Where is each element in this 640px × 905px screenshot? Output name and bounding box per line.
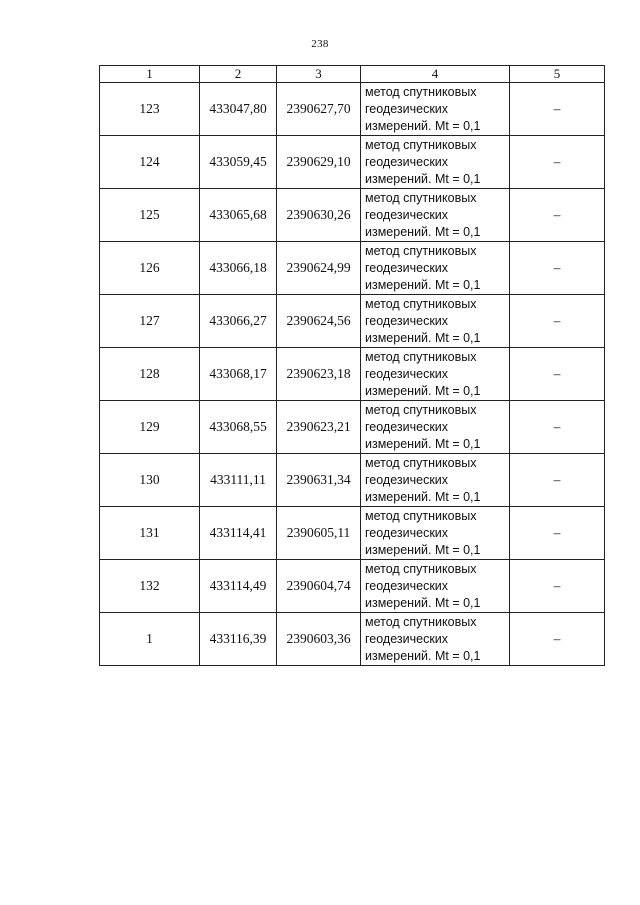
- point-number-cell: 131: [100, 507, 200, 560]
- table-row: [100, 83, 605, 136]
- table-row: [100, 454, 605, 507]
- method-line: геодезических: [365, 631, 449, 646]
- x-coordinate-cell: 433114,49: [200, 560, 277, 613]
- method-line: измерений. Mt = 0,1: [365, 489, 481, 504]
- y-coordinate-cell: 2390630,26: [277, 189, 361, 242]
- method-line: метод спутниковых: [365, 402, 477, 417]
- y-coordinate-cell: 2390603,36: [277, 613, 361, 666]
- point-number-cell: 125: [100, 189, 200, 242]
- method-line: геодезических: [365, 419, 449, 434]
- method-cell: [361, 189, 510, 242]
- note-cell: –: [510, 295, 605, 348]
- method-line: геодезических: [365, 207, 449, 222]
- method-cell: [361, 242, 510, 295]
- y-coordinate-cell: 2390624,99: [277, 242, 361, 295]
- y-coordinate-cell: 2390627,70: [277, 83, 361, 136]
- y-coordinate-cell: 2390623,18: [277, 348, 361, 401]
- method-line: геодезических: [365, 154, 449, 169]
- method-cell: [361, 454, 510, 507]
- note-cell: –: [510, 189, 605, 242]
- point-number-cell: 130: [100, 454, 200, 507]
- x-coordinate-cell: 433068,55: [200, 401, 277, 454]
- method-line: метод спутниковых: [365, 243, 477, 258]
- x-coordinate-cell: 433116,39: [200, 613, 277, 666]
- method-line: измерений. Mt = 0,1: [365, 436, 481, 451]
- note-cell: –: [510, 83, 605, 136]
- method-line: геодезических: [365, 101, 449, 116]
- note-cell: –: [510, 242, 605, 295]
- x-coordinate-cell: 433111,11: [200, 454, 277, 507]
- point-number-cell: 126: [100, 242, 200, 295]
- method-line: измерений. Mt = 0,1: [365, 224, 481, 239]
- method-line: измерений. Mt = 0,1: [365, 542, 481, 557]
- point-number-cell: 123: [100, 83, 200, 136]
- header-cell: 5: [510, 66, 605, 83]
- method-line: метод спутниковых: [365, 137, 477, 152]
- page-number: 238: [311, 38, 329, 50]
- note-cell: –: [510, 454, 605, 507]
- header-cell: 1: [100, 66, 200, 83]
- method-line: метод спутниковых: [365, 296, 477, 311]
- method-line: измерений. Mt = 0,1: [365, 277, 481, 292]
- x-coordinate-cell: 433114,41: [200, 507, 277, 560]
- method-line: метод спутниковых: [365, 190, 477, 205]
- method-cell: [361, 560, 510, 613]
- method-line: измерений. Mt = 0,1: [365, 118, 481, 133]
- note-cell: –: [510, 507, 605, 560]
- table-row: [100, 560, 605, 613]
- header-cell: 3: [277, 66, 361, 83]
- point-number-cell: 127: [100, 295, 200, 348]
- table-row: [100, 189, 605, 242]
- method-cell: [361, 136, 510, 189]
- method-cell: [361, 401, 510, 454]
- method-line: метод спутниковых: [365, 561, 477, 576]
- method-line: метод спутниковых: [365, 614, 477, 629]
- method-cell: [361, 613, 510, 666]
- x-coordinate-cell: 433065,68: [200, 189, 277, 242]
- y-coordinate-cell: 2390624,56: [277, 295, 361, 348]
- x-coordinate-cell: 433059,45: [200, 136, 277, 189]
- method-line: геодезических: [365, 366, 449, 381]
- x-coordinate-cell: 433066,27: [200, 295, 277, 348]
- coordinates-table: [99, 65, 605, 666]
- method-line: геодезических: [365, 260, 449, 275]
- table-row: [100, 613, 605, 666]
- method-line: геодезических: [365, 578, 449, 593]
- note-cell: –: [510, 136, 605, 189]
- note-cell: –: [510, 613, 605, 666]
- method-line: метод спутниковых: [365, 349, 477, 364]
- table-row: [100, 507, 605, 560]
- method-line: измерений. Mt = 0,1: [365, 383, 481, 398]
- header-cell: 2: [200, 66, 277, 83]
- note-cell: –: [510, 560, 605, 613]
- method-cell: [361, 295, 510, 348]
- method-line: геодезических: [365, 472, 449, 487]
- method-line: измерений. Mt = 0,1: [365, 171, 481, 186]
- method-cell: [361, 348, 510, 401]
- method-line: метод спутниковых: [365, 455, 477, 470]
- note-cell: –: [510, 348, 605, 401]
- y-coordinate-cell: 2390604,74: [277, 560, 361, 613]
- method-cell: [361, 83, 510, 136]
- point-number-cell: 132: [100, 560, 200, 613]
- table-row: [100, 295, 605, 348]
- method-line: геодезических: [365, 525, 449, 540]
- point-number-cell: 128: [100, 348, 200, 401]
- point-number-cell: 129: [100, 401, 200, 454]
- method-line: метод спутниковых: [365, 84, 477, 99]
- method-line: измерений. Mt = 0,1: [365, 648, 481, 663]
- table-header-row: [100, 66, 605, 83]
- y-coordinate-cell: 2390605,11: [277, 507, 361, 560]
- point-number-cell: 124: [100, 136, 200, 189]
- x-coordinate-cell: 433068,17: [200, 348, 277, 401]
- table-row: [100, 401, 605, 454]
- y-coordinate-cell: 2390629,10: [277, 136, 361, 189]
- table-row: [100, 348, 605, 401]
- table-row: [100, 136, 605, 189]
- x-coordinate-cell: 433066,18: [200, 242, 277, 295]
- method-line: геодезических: [365, 313, 449, 328]
- note-cell: –: [510, 401, 605, 454]
- method-line: измерений. Mt = 0,1: [365, 330, 481, 345]
- method-line: измерений. Mt = 0,1: [365, 595, 481, 610]
- method-cell: [361, 507, 510, 560]
- table-row: [100, 242, 605, 295]
- method-line: метод спутниковых: [365, 508, 477, 523]
- point-number-cell: 1: [100, 613, 200, 666]
- x-coordinate-cell: 433047,80: [200, 83, 277, 136]
- y-coordinate-cell: 2390623,21: [277, 401, 361, 454]
- header-cell: 4: [361, 66, 510, 83]
- y-coordinate-cell: 2390631,34: [277, 454, 361, 507]
